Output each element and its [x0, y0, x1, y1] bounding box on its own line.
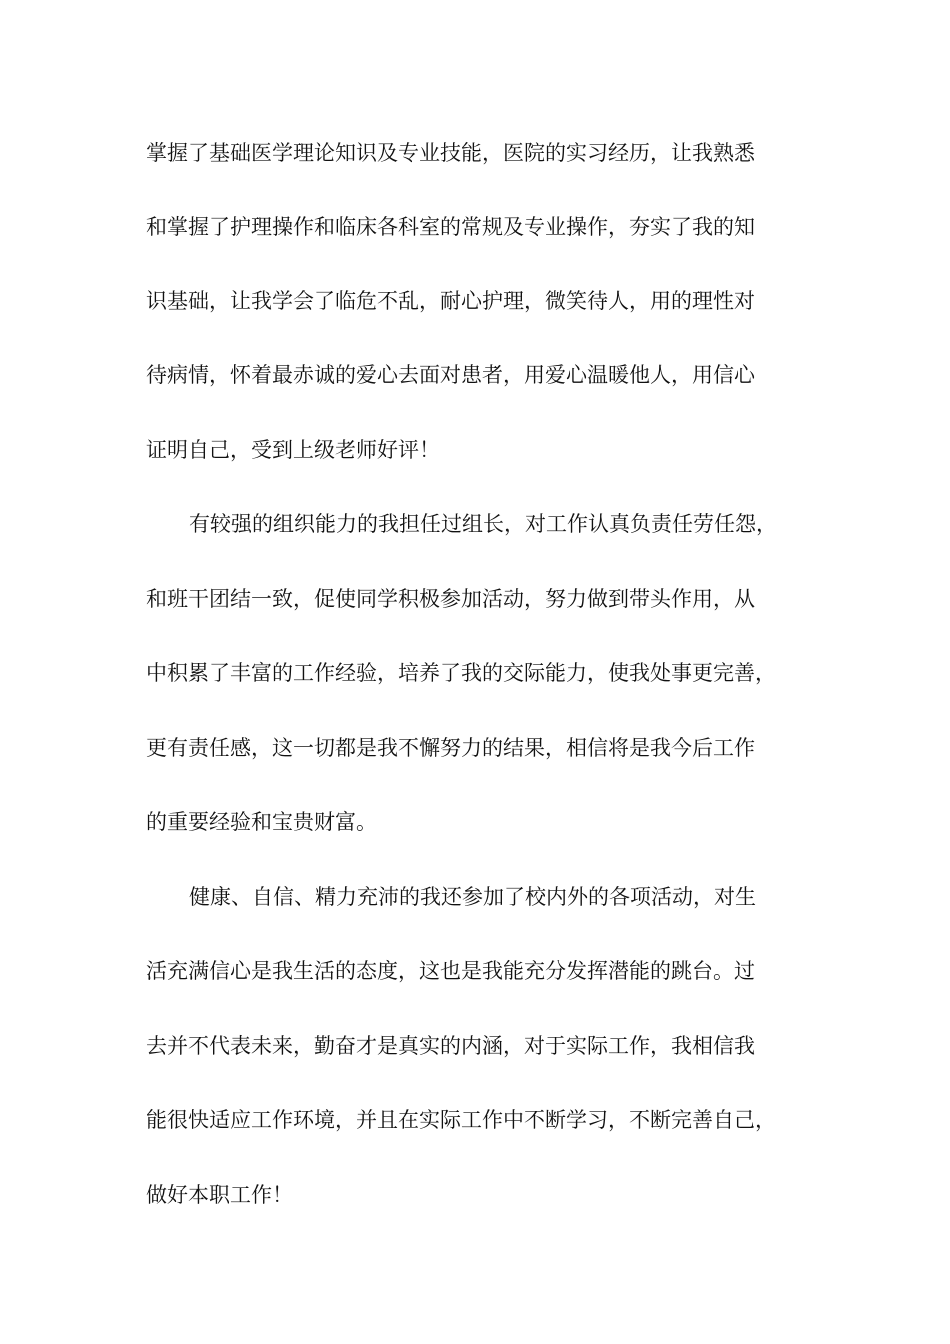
text-line: 的重要经验和宝贵财富。: [146, 810, 377, 834]
text-line: 识基础，让我学会了临危不乱，耐心护理，微笑待人，用的理性对: [146, 289, 755, 313]
text-line: 中积累了丰富的工作经验，培养了我的交际能力，使我处事更完善，: [146, 661, 776, 685]
text-line: 待病情，怀着最赤诚的爱心去面对患者，用爱心温暖他人，用信心: [146, 363, 755, 387]
text-line: 更有责任感，这一切都是我不懈努力的结果，相信将是我今后工作: [146, 736, 755, 760]
paragraph-start-line: 健康、自信、精力充沛的我还参加了校内外的各项活动，对生: [189, 885, 756, 909]
text-line: 和班干团结一致，促使同学积极参加活动，努力做到带头作用，从: [146, 587, 755, 611]
text-line: 证明自己，受到上级老师好评！: [146, 438, 440, 462]
text-line: 做好本职工作！: [146, 1183, 293, 1207]
text-line: 活充满信心是我生活的态度，这也是我能充分发挥潜能的跳台。过: [146, 959, 755, 983]
text-line: 去并不代表未来，勤奋才是真实的内涵，对于实际工作，我相信我: [146, 1034, 755, 1058]
text-line: 掌握了基础医学理论知识及专业技能，医院的实习经历，让我熟悉: [146, 141, 755, 165]
text-line: 能很快适应工作环境，并且在实际工作中不断学习，不断完善自己，: [146, 1108, 776, 1132]
text-line: 和掌握了护理操作和临床各科室的常规及专业操作，夯实了我的知: [146, 215, 755, 239]
paragraph-start-line: 有较强的组织能力的我担任过组长，对工作认真负责任劳任怨，: [189, 512, 777, 536]
